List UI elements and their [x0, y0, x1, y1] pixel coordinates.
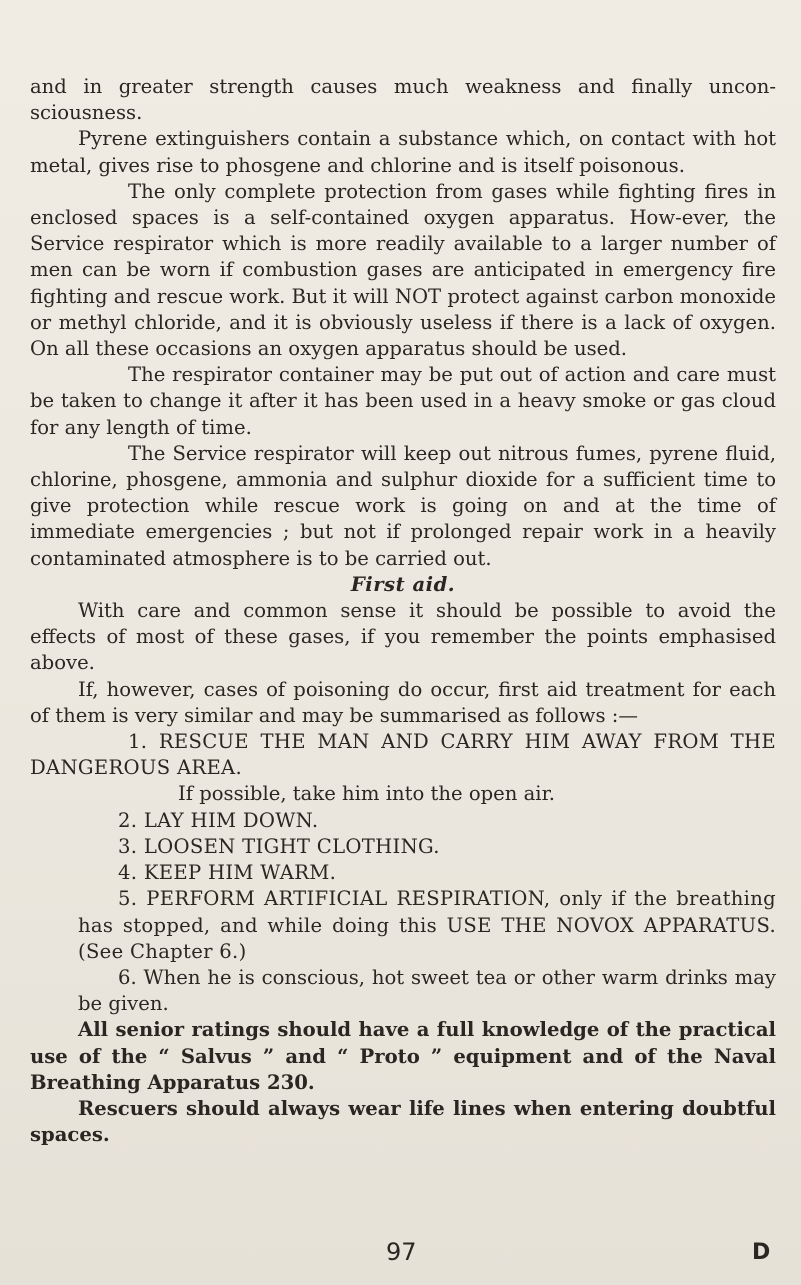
paragraph-rescuers: Rescuers should always wear life lines when entering doubtful spaces.: [30, 1096, 776, 1147]
signature-mark: D: [752, 1240, 771, 1265]
paragraph-summary: If, however, cases of poisoning do occur, first aid treatment for each of them is very similar and may be summarised as follows :—: [30, 677, 776, 727]
step-3: 3. LOOSEN TIGHT CLOTHING.: [118, 834, 440, 858]
body-text: [30, 74, 776, 1148]
step-2: 2. LAY HIM DOWN.: [118, 808, 319, 832]
paragraph-continuation: and in greater strength causes much weakness and finally uncon-sciousness.: [30, 75, 776, 125]
paragraph-common-sense: With care and common sense it should be possible to avoid the effects of most of these gases, if you remember the points emphasised above.: [30, 599, 776, 675]
step-1-note: If possible, take him into the open air.: [178, 782, 556, 806]
paragraph-service-respirator: The Service respirator will keep out nitrous fumes, pyrene fluid, chlorine, phosgene, ammonia and sulphur dioxide for a sufficient time to give protection while rescue work is going on and at the time of immediate emergencies ; but not if prolonged repair work in a heavily contaminated atmosphere is to be carried out.: [30, 441, 776, 570]
step-4: 4. KEEP HIM WARM.: [118, 861, 337, 885]
paragraph-respirator-container: The respirator container may be put out of action and care must be taken to change it after it has been used in a heavy smoke or gas cloud for any length of time.: [30, 363, 776, 439]
page-number: 97: [386, 1238, 417, 1266]
paragraph-pyrene: Pyrene extinguishers contain a substance which, on contact with hot metal, gives rise to phosgene and chlorine and is itself poisonous.: [30, 127, 776, 177]
paragraph-senior-ratings: All senior ratings should have a full knowledge of the practical use of the “ Salvus ” and “ Proto ” equipment and of the Naval Breathing Apparatus 230.: [30, 1018, 776, 1094]
step-6: 6. When he is conscious, hot sweet tea or other warm drinks may be given.: [78, 965, 776, 1016]
page-footer: [0, 1238, 801, 1268]
step-5: 5. PERFORM ARTIFICIAL RESPIRATION, only if the breathing has stopped, and while doing this USE THE NOVOX APPARATUS. (See Chapter 6.): [78, 887, 776, 963]
heading-first-aid: First aid.: [350, 572, 456, 596]
paragraph-protection: The only complete protection from gases while fighting fires in enclosed spaces is a self-contained oxygen apparatus. How-ever, the Service respirator which is more readily available to a larger number of men can be worn if combustion gases are anticipated in emergency fire fighting and rescue work. But it will NOT protect against carbon monoxide or methyl chloride, and it is obviously useless if there is a lack of oxygen. On all these occasions an oxygen apparatus should be used.: [30, 179, 776, 361]
step-1: 1. RESCUE THE MAN AND CARRY HIM AWAY FROM THE DANGEROUS AREA.: [30, 730, 776, 780]
